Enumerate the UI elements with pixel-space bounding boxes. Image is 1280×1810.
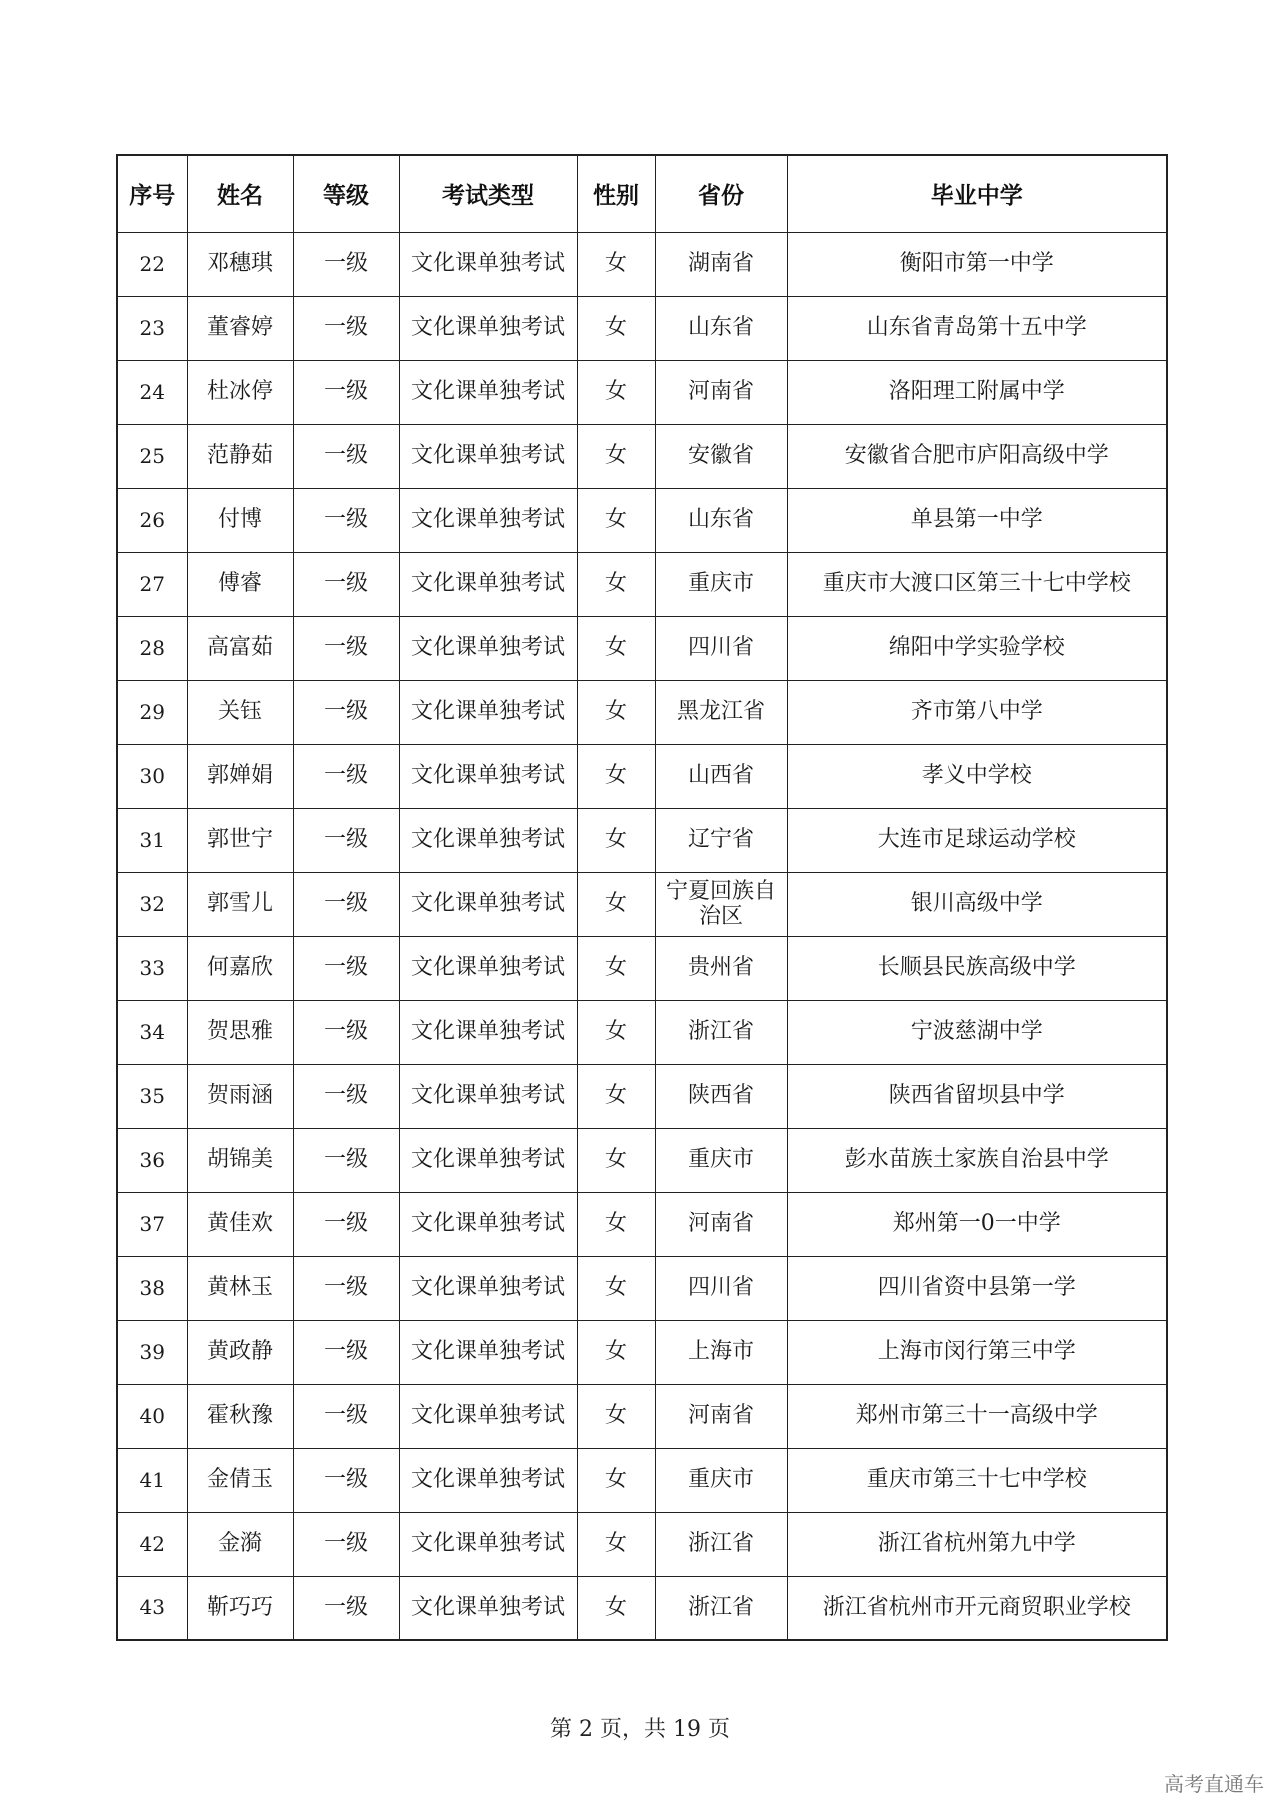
cell-gender: 女 [577,872,655,936]
cell-serial: 40 [117,1384,187,1448]
cell-name: 董睿婷 [187,296,293,360]
cell-exam-type: 文化课单独考试 [399,552,577,616]
cell-name: 何嘉欣 [187,936,293,1000]
cell-province: 湖南省 [655,232,787,296]
cell-high-school: 大连市足球运动学校 [787,808,1167,872]
header-row [117,155,1167,232]
cell-province: 重庆市 [655,1448,787,1512]
cell-province: 山西省 [655,744,787,808]
cell-exam-type: 文化课单独考试 [399,1320,577,1384]
cell-exam-type: 文化课单独考试 [399,744,577,808]
table-row [117,1384,1167,1448]
cell-high-school: 齐市第八中学 [787,680,1167,744]
cell-province: 浙江省 [655,1512,787,1576]
cell-serial: 22 [117,232,187,296]
cell-province: 浙江省 [655,1576,787,1640]
cell-level: 一级 [293,872,399,936]
cell-name: 郭雪儿 [187,872,293,936]
cell-gender: 女 [577,1256,655,1320]
cell-serial: 43 [117,1576,187,1640]
cell-level: 一级 [293,1064,399,1128]
cell-high-school: 四川省资中县第一学 [787,1256,1167,1320]
table-row [117,1256,1167,1320]
table-row [117,1512,1167,1576]
cell-exam-type: 文化课单独考试 [399,424,577,488]
table-row [117,744,1167,808]
cell-province: 河南省 [655,1192,787,1256]
cell-gender: 女 [577,232,655,296]
cell-high-school: 银川高级中学 [787,872,1167,936]
table-row [117,872,1167,936]
cell-province: 安徽省 [655,424,787,488]
cell-name: 范静茹 [187,424,293,488]
cell-serial: 23 [117,296,187,360]
cell-exam-type: 文化课单独考试 [399,1384,577,1448]
cell-exam-type: 文化课单独考试 [399,1576,577,1640]
roster-table [116,154,1168,1641]
cell-level: 一级 [293,1192,399,1256]
header-level: 等级 [293,155,399,232]
cell-gender: 女 [577,1064,655,1128]
cell-level: 一级 [293,1000,399,1064]
cell-name: 靳巧巧 [187,1576,293,1640]
cell-province: 河南省 [655,1384,787,1448]
cell-level: 一级 [293,424,399,488]
table-row [117,552,1167,616]
cell-exam-type: 文化课单独考试 [399,680,577,744]
cell-level: 一级 [293,1128,399,1192]
cell-gender: 女 [577,1384,655,1448]
cell-high-school: 绵阳中学实验学校 [787,616,1167,680]
cell-gender: 女 [577,1320,655,1384]
cell-exam-type: 文化课单独考试 [399,488,577,552]
table-row [117,1448,1167,1512]
cell-exam-type: 文化课单独考试 [399,1064,577,1128]
cell-gender: 女 [577,936,655,1000]
cell-level: 一级 [293,360,399,424]
cell-level: 一级 [293,936,399,1000]
table-row [117,232,1167,296]
cell-province: 四川省 [655,1256,787,1320]
cell-high-school: 宁波慈湖中学 [787,1000,1167,1064]
cell-name: 黄佳欢 [187,1192,293,1256]
cell-name: 金漪 [187,1512,293,1576]
cell-level: 一级 [293,488,399,552]
cell-high-school: 彭水苗族土家族自治县中学 [787,1128,1167,1192]
cell-province: 河南省 [655,360,787,424]
cell-exam-type: 文化课单独考试 [399,1128,577,1192]
cell-name: 高富茹 [187,616,293,680]
cell-level: 一级 [293,1320,399,1384]
header-gender: 性别 [577,155,655,232]
cell-province: 上海市 [655,1320,787,1384]
cell-serial: 25 [117,424,187,488]
cell-gender: 女 [577,1000,655,1064]
cell-name: 关钰 [187,680,293,744]
table-body [117,232,1167,1640]
cell-exam-type: 文化课单独考试 [399,1256,577,1320]
cell-high-school: 浙江省杭州第九中学 [787,1512,1167,1576]
cell-level: 一级 [293,680,399,744]
cell-exam-type: 文化课单独考试 [399,936,577,1000]
cell-high-school: 孝义中学校 [787,744,1167,808]
cell-level: 一级 [293,1448,399,1512]
header-name: 姓名 [187,155,293,232]
cell-gender: 女 [577,808,655,872]
cell-province: 黑龙江省 [655,680,787,744]
cell-exam-type: 文化课单独考试 [399,1448,577,1512]
page-number: 第 2 页，共 19 页 [550,1717,730,1742]
table-row [117,360,1167,424]
cell-level: 一级 [293,552,399,616]
cell-gender: 女 [577,680,655,744]
cell-name: 郭婵娟 [187,744,293,808]
cell-name: 郭世宁 [187,808,293,872]
cell-province: 山东省 [655,488,787,552]
cell-province: 重庆市 [655,1128,787,1192]
table-row [117,936,1167,1000]
cell-exam-type: 文化课单独考试 [399,360,577,424]
cell-gender: 女 [577,1512,655,1576]
cell-level: 一级 [293,744,399,808]
cell-exam-type: 文化课单独考试 [399,232,577,296]
table-row [117,424,1167,488]
cell-name: 黄政静 [187,1320,293,1384]
cell-province: 山东省 [655,296,787,360]
cell-province: 贵州省 [655,936,787,1000]
cell-exam-type: 文化课单独考试 [399,872,577,936]
cell-exam-type: 文化课单独考试 [399,808,577,872]
cell-serial: 31 [117,808,187,872]
cell-high-school: 单县第一中学 [787,488,1167,552]
table-row [117,488,1167,552]
cell-high-school: 重庆市大渡口区第三十七中学校 [787,552,1167,616]
table-row [117,1064,1167,1128]
cell-level: 一级 [293,1512,399,1576]
header-exam-type: 考试类型 [399,155,577,232]
cell-gender: 女 [577,616,655,680]
table-row [117,1128,1167,1192]
cell-high-school: 郑州市第三十一高级中学 [787,1384,1167,1448]
cell-high-school: 郑州第一0一中学 [787,1192,1167,1256]
cell-serial: 37 [117,1192,187,1256]
cell-high-school: 山东省青岛第十五中学 [787,296,1167,360]
cell-serial: 24 [117,360,187,424]
table-row [117,1576,1167,1640]
cell-high-school: 衡阳市第一中学 [787,232,1167,296]
cell-name: 贺雨涵 [187,1064,293,1128]
cell-name: 胡锦美 [187,1128,293,1192]
cell-serial: 28 [117,616,187,680]
header-high-school: 毕业中学 [787,155,1167,232]
cell-serial: 35 [117,1064,187,1128]
cell-province: 宁夏回族自治区 [655,872,787,936]
cell-level: 一级 [293,296,399,360]
cell-exam-type: 文化课单独考试 [399,616,577,680]
cell-serial: 30 [117,744,187,808]
cell-high-school: 长顺县民族高级中学 [787,936,1167,1000]
cell-gender: 女 [577,1576,655,1640]
cell-name: 金倩玉 [187,1448,293,1512]
cell-name: 付博 [187,488,293,552]
header-province: 省份 [655,155,787,232]
cell-province: 陕西省 [655,1064,787,1128]
cell-province: 四川省 [655,616,787,680]
cell-gender: 女 [577,360,655,424]
cell-high-school: 浙江省杭州市开元商贸职业学校 [787,1576,1167,1640]
cell-gender: 女 [577,488,655,552]
cell-province: 浙江省 [655,1000,787,1064]
cell-serial: 42 [117,1512,187,1576]
cell-level: 一级 [293,1256,399,1320]
cell-serial: 39 [117,1320,187,1384]
cell-exam-type: 文化课单独考试 [399,1000,577,1064]
cell-gender: 女 [577,1448,655,1512]
watermark: 高考直通车 [1164,1772,1264,1796]
cell-name: 黄林玉 [187,1256,293,1320]
cell-level: 一级 [293,232,399,296]
cell-serial: 32 [117,872,187,936]
cell-gender: 女 [577,1128,655,1192]
cell-serial: 26 [117,488,187,552]
cell-gender: 女 [577,296,655,360]
cell-exam-type: 文化课单独考试 [399,296,577,360]
cell-serial: 38 [117,1256,187,1320]
table-row [117,1000,1167,1064]
cell-level: 一级 [293,1384,399,1448]
cell-name: 邓穗琪 [187,232,293,296]
table-row [117,1192,1167,1256]
table-row [117,808,1167,872]
table-row [117,296,1167,360]
table-row [117,680,1167,744]
cell-gender: 女 [577,552,655,616]
cell-name: 霍秋豫 [187,1384,293,1448]
cell-name: 杜冰停 [187,360,293,424]
header-serial: 序号 [117,155,187,232]
cell-province: 重庆市 [655,552,787,616]
cell-level: 一级 [293,616,399,680]
cell-province: 辽宁省 [655,808,787,872]
cell-level: 一级 [293,808,399,872]
cell-serial: 29 [117,680,187,744]
cell-high-school: 重庆市第三十七中学校 [787,1448,1167,1512]
cell-high-school: 上海市闵行第三中学 [787,1320,1167,1384]
cell-name: 贺思雅 [187,1000,293,1064]
cell-serial: 34 [117,1000,187,1064]
cell-serial: 36 [117,1128,187,1192]
cell-serial: 27 [117,552,187,616]
cell-serial: 33 [117,936,187,1000]
cell-exam-type: 文化课单独考试 [399,1192,577,1256]
cell-gender: 女 [577,1192,655,1256]
cell-high-school: 安徽省合肥市庐阳高级中学 [787,424,1167,488]
cell-level: 一级 [293,1576,399,1640]
cell-high-school: 陕西省留坝县中学 [787,1064,1167,1128]
cell-exam-type: 文化课单独考试 [399,1512,577,1576]
cell-high-school: 洛阳理工附属中学 [787,360,1167,424]
cell-gender: 女 [577,424,655,488]
cell-name: 傅睿 [187,552,293,616]
table-header [117,155,1167,232]
cell-gender: 女 [577,744,655,808]
table-row [117,1320,1167,1384]
table-row [117,616,1167,680]
cell-serial: 41 [117,1448,187,1512]
